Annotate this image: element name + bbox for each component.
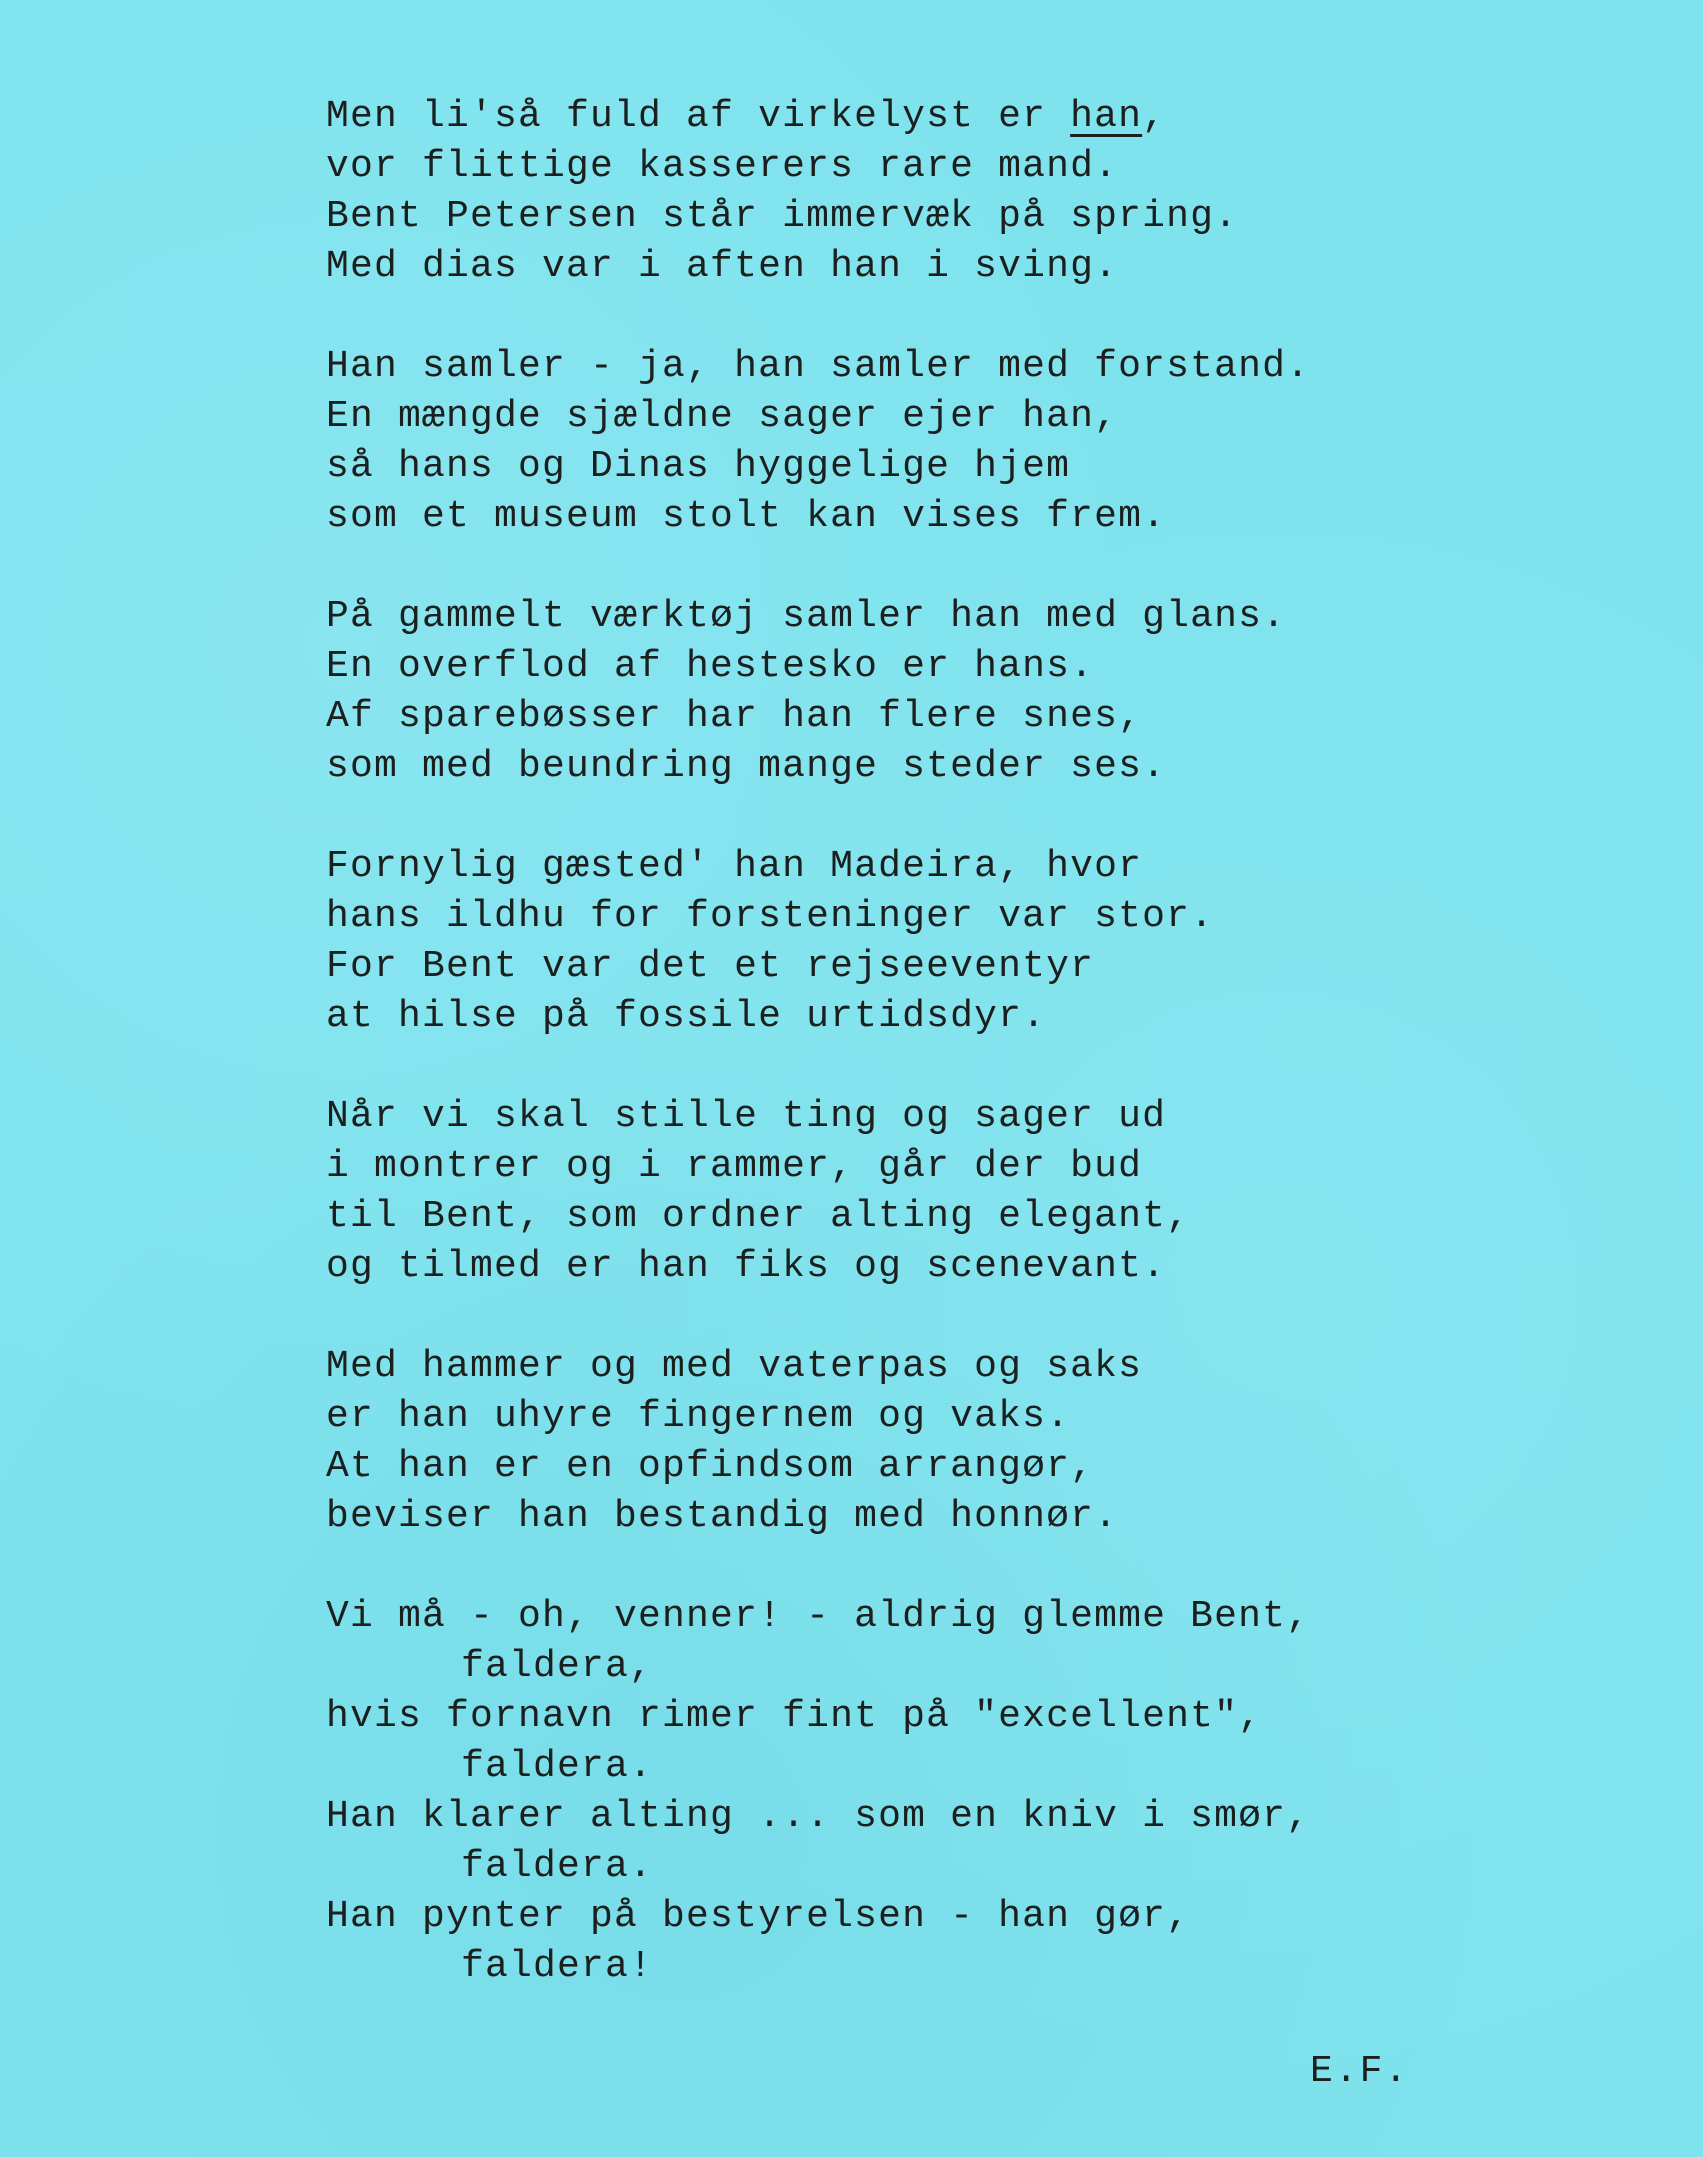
stanza-6 (326, 1342, 1310, 1542)
refrain-line: faldera. (461, 1745, 654, 1788)
poem-line: Bent Petersen står immervæk på spring. (326, 195, 1239, 238)
poem (326, 92, 1310, 1992)
poem-line: og tilmed er han fiks og scenevant. (326, 1245, 1167, 1288)
poem-line: Vi må - oh, venner! - aldrig glemme Bent, (326, 1595, 1311, 1638)
poem-line: Når vi skal stille ting og sager ud (326, 1095, 1167, 1138)
poem-line: Han pynter på bestyrelsen - han gør, (326, 1895, 1191, 1938)
poem-line: Han klarer alting ... som en kniv i smør, (326, 1795, 1311, 1838)
poem-line: Fornylig gæsted' han Madeira, hvor (326, 845, 1143, 888)
stanza-1 (326, 92, 1310, 292)
stanza-2 (326, 342, 1310, 542)
poem-line: For Bent var det et rejseeventyr (326, 945, 1095, 988)
refrain-line: faldera. (461, 1845, 654, 1888)
poem-line: hans ildhu for forsteninger var stor. (326, 895, 1215, 938)
poem-line: En overflod af hestesko er hans. (326, 645, 1095, 688)
poem-line: Af sparebøsser har han flere snes, (326, 695, 1143, 738)
poem-line: at hilse på fossile urtidsdyr. (326, 995, 1047, 1038)
poem-line: er han uhyre fingernem og vaks. (326, 1395, 1071, 1438)
poem-line: som et museum stolt kan vises frem. (326, 495, 1167, 538)
refrain-line: faldera! (461, 1945, 654, 1988)
poem-line: som med beundring mange steder ses. (326, 745, 1167, 788)
poem-line: Med hammer og med vaterpas og saks (326, 1345, 1143, 1388)
poem-line: At han er en opfindsom arrangør, (326, 1445, 1095, 1488)
stanza-3 (326, 592, 1310, 792)
poem-line: En mængde sjældne sager ejer han, (326, 395, 1119, 438)
poem-line (326, 92, 1310, 142)
stanza-7-refrain (326, 1592, 1310, 1992)
refrain-line: faldera, (461, 1645, 654, 1688)
poem-line: Han samler - ja, han samler med forstand. (326, 345, 1311, 388)
poem-line: så hans og Dinas hyggelige hjem (326, 445, 1071, 488)
poem-line: Med dias var i aften han i sving. (326, 245, 1119, 288)
line-text: Men li'så fuld af virkelyst er (326, 95, 1071, 138)
poem-line: i montrer og i rammer, går der bud (326, 1145, 1143, 1188)
poem-line: vor flittige kasserers rare mand. (326, 145, 1119, 188)
poem-line: hvis fornavn rimer fint på "excellent", (326, 1695, 1263, 1738)
poem-line: til Bent, som ordner alting elegant, (326, 1195, 1191, 1238)
signature: E.F. (1310, 2050, 1410, 2093)
stanza-5 (326, 1092, 1310, 1292)
stanza-4 (326, 842, 1310, 1042)
line-text: , (1142, 95, 1167, 138)
poem-line: På gammelt værktøj samler han med glans. (326, 595, 1287, 638)
underlined-word: han (1070, 95, 1143, 138)
poem-line: beviser han bestandig med honnør. (326, 1495, 1119, 1538)
